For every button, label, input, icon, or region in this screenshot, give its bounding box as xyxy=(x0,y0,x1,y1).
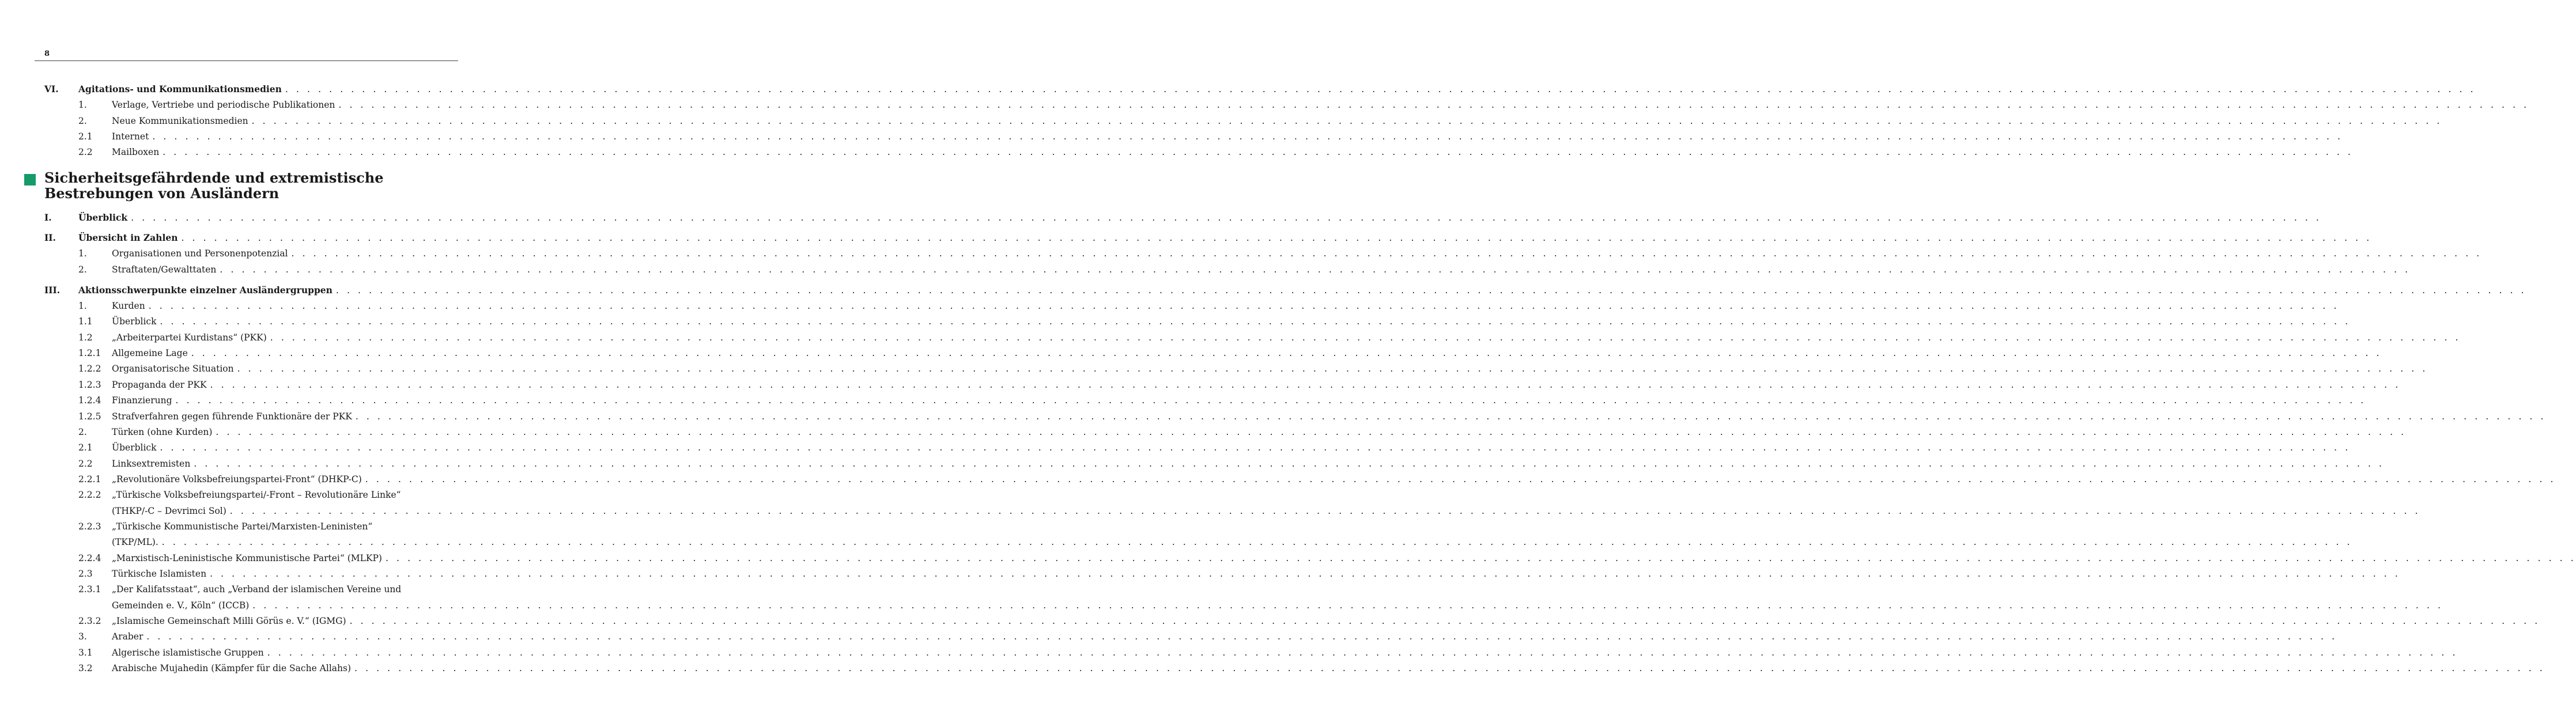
toc-entry[interactable] xyxy=(78,114,2442,128)
dot-leader: . . . . . . . . . . . . . . . . . . . . . . . . . . . . . . . . . . . . . . . . . . . . . . . . . . . . . . . . . . . . . . . . . . . . . . . . . . . . . . . . . . . . . . . . . . . . . . . . . . . . . . . . . . . . . . . . . . . . . . . . . . . . . . . . . . . . . . . . . . . . . . . . . . . . . . . . . . . . . . . . . . . . . . . . . . . . . . . . . . . . . . . . . . . . . . . . . . . . . . . . xyxy=(349,616,2540,627)
toc-entry-title: Propaganda der PKK xyxy=(112,379,207,390)
toc-entry[interactable] xyxy=(78,393,2366,407)
toc-entry[interactable] xyxy=(78,441,2351,455)
dot-leader: . . . . . . . . . . . . . . . . . . . . . . . . . . . . . . . . . . . . . . . . . . . . . . . . . . . . . . . . . . . . . . . . . . . . . . . . . . . . . . . . . . . . . . . . . . . . . . . . . . . . . . . . . . . . . . . . . . . . . . . . . . . . . . . . . . . . . . . . . . . . . . . . . . . . . . . . . . . . . . . . . . . . . . . . . . . . . . . . . . . . . . . . . . . . . . . . . . . . . . . . xyxy=(160,442,2351,453)
dot-leader: . . . . . . . . . . . . . . . . . . . . . . . . . . . . . . . . . . . . . . . . . . . . . . . . . . . . . . . . . . . . . . . . . . . . . . . . . . . . . . . . . . . . . . . . . . . . . . . . . . . . . . . . . . . . . . . . . . . . . . . . . . . . . . . . . . . . . . . . . . . . . . . . . . . . . . . . . . . . . . . . . . . . . . . . . . . . . . . . . . . . . . . . . . . . . . . . . . . . . . . . xyxy=(152,131,2343,142)
dot-leader: . . . . . . . . . . . . . . . . . . . . . . . . . . . . . . . . . . . . . . . . . . . . . . . . . . . . . . . . . . . . . . . . . . . . . . . . . . . . . . . . . . . . . . . . . . . . . . . . . . . . . . . . . . . . . . . . . . . . . . . . . . . . . . . . . . . . . . . . . . . . . . . . . . . . . . . . . . . . . . . . . . . . . . . . . . . . . . . . . . . . . . . . . . . . . . . . . . . . . . . . xyxy=(237,363,2428,374)
toc-entry-title: „Revolutionäre Volksbefreiungspartei-Front“ (DHKP-C) xyxy=(112,474,362,484)
toc-entry-number: 1.2.4 xyxy=(78,395,101,406)
toc-entry-number: VI. xyxy=(44,84,59,94)
toc-entry-title: Kurden xyxy=(112,301,145,312)
toc-entry-title: Überblick xyxy=(112,316,157,327)
toc-entry-number: 1.2.5 xyxy=(78,411,101,422)
toc-entry[interactable] xyxy=(78,646,2458,660)
toc-entry-number: II. xyxy=(44,232,56,244)
dot-leader: . . . . . . . . . . . . . . . . . . . . . . . . . . . . . . . . . . . . . . . . . . . . . . . . . . . . . . . . . . . . . . . . . . . . . . . . . . . . . . . . . . . . . . . . . . . . . . . . . . . . . . . . . . . . . . . . . . . . . . . . . . . . . . . . . . . . . . . . . . . . . . . . . . . . . . . . . . . . . . . . . . . . . . . . . . . . . . . . . . . . . . . . . . . . . . . . . . . . . . . . xyxy=(291,248,2482,259)
toc-entry-title: Übersicht in Zahlen xyxy=(78,232,178,244)
toc-entry-title: Organisationen und Personenpotenzial xyxy=(112,248,288,259)
toc-entry-number: 2.1 xyxy=(78,131,93,142)
toc-entry-title: Überblick xyxy=(112,442,157,453)
dot-leader: . . . . . . . . . . . . . . . . . . . . . . . . . . . . . . . . . . . . . . . . . . . . . . . . . . . . . . . . . . . . . . . . . . . . . . . . . . . . . . . . . . . . . . . . . . . . . . . . . . . . . . . . . . . . . . . . . . . . . . . . . . . . . . . . . . . . . . . . . . . . . . . . . . . . . . . . . . . . . . . . . . . . . . . . . . . . . . . . . . . . . . . . . . . . . . . . . . . . . . . . xyxy=(194,458,2385,469)
toc-entry[interactable] xyxy=(78,410,2547,423)
dot-leader: . . . . . . . . . . . . . . . . . . . . . . . . . . . . . . . . . . . . . . . . . . . . . . . . . . . . . . . . . . . . . . . . . . . . . . . . . . . . . . . . . . . . . . . . . . . . . . . . . . . . . . . . . . . . . . . . . . . . . . . . . . . . . . . . . . . . . . . . . . . . . . . . . . . . . . . . . . . . . . . . . . . . . . . . . . . . . . . . . . . . . . . . . . . . . . . . . . . . . . . . xyxy=(251,115,2442,126)
dot-leader: . . . . . . . . . . . . . . . . . . . . . . . . . . . . . . . . . . . . . . . . . . . . . . . . . . . . . . . . . . . . . . . . . . . . . . . . . . . . . . . . . . . . . . . . . . . . . . . . . . . . . . . . . . . . . . . . . . . . . . . . . . . . . . . . . . . . . . . . . . . . . . . . . . . . . . . . . . . . . . . . . . . . . . . . . . . . . . . . . . . . . . . . . . . . . . . . . . . . . . . . xyxy=(355,411,2547,422)
dot-leader: . . . . . . . . . . . . . . . . . . . . . . . . . . . . . . . . . . . . . . . . . . . . . . . . . . . . . . . . . . . . . . . . . . . . . . . . . . . . . . . . . . . . . . . . . . . . . . . . . . . . . . . . . . . . . . . . . . . . . . . . . . . . . . . . . . . . . . . . . . . . . . . . . . . . . . . . . . . . . . . . . . . . . . . . . . . . . . . . . . . . . . . . . . . . . . . . . . . . . . . . xyxy=(210,569,2401,579)
toc-entry[interactable] xyxy=(78,299,2339,313)
toc-entry-number: 1.2 xyxy=(78,332,93,343)
dot-leader: . . . . . . . . . . . . . . . . . . . . . . . . . . . . . . . . . . . . . . . . . . . . . . . . . . . . . . . . . . . . . . . . . . . . . . . . . . . . . . . . . . . . . . . . . . . . . . . . . . . . . . . . . . . . . . . . . . . . . . . . . . . . . . . . . . . . . . . . . . . . . . . . . . . . . . . . . . . . . . . . . . . . . . . . . . . . . . . . . . . . . . . . . . . . . . . . . . . . . . . . xyxy=(148,301,2339,312)
toc-entry-title: Verlage, Vertriebe und periodische Publikationen xyxy=(112,100,335,111)
toc-entry[interactable] xyxy=(78,362,2428,376)
toc-entry-number: 2.2.2 xyxy=(78,490,101,501)
toc-entry-number: 2.2 xyxy=(78,458,93,469)
toc-entry-title: Internet xyxy=(112,131,149,142)
header-rule xyxy=(35,60,458,61)
dot-leader: . . . . . . . . . . . . . . . . . . . . . . . . . . . . . . . . . . . . . . . . . . . . . . . . . . . . . . . . . . . . . . . . . . . . . . . . . . . . . . . . . . . . . . . . . . . . . . . . . . . . . . . . . . . . . . . . . . . . . . . . . . . . . . . . . . . . . . . . . . . . . . . . . . . . . . . . . . . . . . . . . . . . . . . . . . . . . . . . . . . . . . . . . . . . . . . . . . . . . . . . xyxy=(175,395,2366,406)
section-title-line2: Bestrebungen von Ausländern xyxy=(44,185,279,202)
toc-entry-number: 2.2.4 xyxy=(78,552,101,563)
toc-entry-title: Agitations- und Kommunikationsmedien xyxy=(78,84,282,94)
toc-entry[interactable] xyxy=(78,504,2421,518)
toc-entry-title: Gemeinden e. V., Köln“ (ICCB) xyxy=(112,600,250,611)
dot-leader: . . . . . . . . . . . . . . . . . . . . . . . . . . . . . . . . . . . . . . . . . . . . . . . . . . . . . . . . . . . . . . . . . . . . . . . . . . . . . . . . . . . . . . . . . . . . . . . . . . . . . . . . . . . . . . . . . . . . . . . . . . . . . . . . . . . . . . . . . . . . . . . . . . . . . . . . . . . . . . . . . . . . . . . . . . . . . . . . . . . . . . . . . . . . . . . . . . . . . . . . xyxy=(335,285,2527,296)
toc-entry-title: „Arbeiterpartei Kurdistans“ (PKK) xyxy=(112,332,267,343)
toc-entry-number: 1.2.3 xyxy=(78,379,101,390)
toc-entry[interactable] xyxy=(78,488,455,502)
toc-entry-number: 2.2.3 xyxy=(78,521,101,532)
toc-entry[interactable] xyxy=(78,145,2354,159)
toc-entry-number: III. xyxy=(44,284,61,296)
toc-entry-title: Überblick xyxy=(78,212,128,223)
toc-entry[interactable] xyxy=(78,567,2401,581)
toc-entry-title: Aktionsschwerpunkte einzelner Ausländergruppen xyxy=(78,284,333,296)
toc-entry-title: Algerische islamistische Gruppen xyxy=(112,647,264,658)
toc-entry[interactable] xyxy=(78,582,455,596)
toc-entry-number: 1.2.2 xyxy=(78,363,101,374)
toc-entry[interactable] xyxy=(78,599,2443,612)
dot-leader: . . . . . . . . . . . . . . . . . . . . . . . . . . . . . . . . . . . . . . . . . . . . . . . . . . . . . . . . . . . . . . . . . . . . . . . . . . . . . . . . . . . . . . . . . . . . . . . . . . . . . . . . . . . . . . . . . . . . . . . . . . . . . . . . . . . . . . . . . . . . . . . . . . . . . . . . . . . . . . . . . . . . . . . . . . . . . . . . . . . . . . . . . . . . . . . . . . . . . . . . xyxy=(385,552,2576,563)
dot-leader: . . . . . . . . . . . . . . . . . . . . . . . . . . . . . . . . . . . . . . . . . . . . . . . . . . . . . . . . . . . . . . . . . . . . . . . . . . . . . . . . . . . . . . . . . . . . . . . . . . . . . . . . . . . . . . . . . . . . . . . . . . . . . . . . . . . . . . . . . . . . . . . . . . . . . . . . . . . . . . . . . . . . . . . . . . . . . . . . . . . . . . . . . . . . . . . . . . . . . . . . xyxy=(220,264,2411,275)
toc-entry-number: 2. xyxy=(78,426,87,437)
toc-entry-number: I. xyxy=(44,212,52,223)
toc-entry-number: 3.1 xyxy=(78,647,93,658)
dot-leader: . . . . . . . . . . . . . . . . . . . . . . . . . . . . . . . . . . . . . . . . . . . . . . . . . . . . . . . . . . . . . . . . . . . . . . . . . . . . . . . . . . . . . . . . . . . . . . . . . . . . . . . . . . . . . . . . . . . . . . . . . . . . . . . . . . . . . . . . . . . . . . . . . . . . . . . . . . . . . . . . . . . . . . . . . . . . . . . . . . . . . . . . . . . . . . . . . . . . . . . . xyxy=(229,505,2421,516)
dot-leader: . . . . . . . . . . . . . . . . . . . . . . . . . . . . . . . . . . . . . . . . . . . . . . . . . . . . . . . . . . . . . . . . . . . . . . . . . . . . . . . . . . . . . . . . . . . . . . . . . . . . . . . . . . . . . . . . . . . . . . . . . . . . . . . . . . . . . . . . . . . . . . . . . . . . . . . . . . . . . . . . . . . . . . . . . . . . . . . . . . . . . . . . . . . . . . . . . . . . . . . . xyxy=(267,647,2458,658)
toc-entry-number: 1. xyxy=(78,301,87,312)
toc-entry-number: 2.3 xyxy=(78,569,93,579)
dot-leader: . . . . . . . . . . . . . . . . . . . . . . . . . . . . . . . . . . . . . . . . . . . . . . . . . . . . . . . . . . . . . . . . . . . . . . . . . . . . . . . . . . . . . . . . . . . . . . . . . . . . . . . . . . . . . . . . . . . . . . . . . . . . . . . . . . . . . . . . . . . . . . . . . . . . . . . . . . . . . . . . . . . . . . . . . . . . . . . . . . . . . . . . . . . . . . . . . . . . . . . . xyxy=(131,213,2322,223)
dot-leader: . . . . . . . . . . . . . . . . . . . . . . . . . . . . . . . . . . . . . . . . . . . . . . . . . . . . . . . . . . . . . . . . . . . . . . . . . . . . . . . . . . . . . . . . . . . . . . . . . . . . . . . . . . . . . . . . . . . . . . . . . . . . . . . . . . . . . . . . . . . . . . . . . . . . . . . . . . . . . . . . . . . . . . . . . . . . . . . . . . . . . . . . . . . . . . . . . . . . . . . . xyxy=(270,332,2461,343)
toc-entry-number: 1. xyxy=(78,100,87,111)
toc-entry[interactable] xyxy=(78,263,2411,277)
dot-leader: . . . . . . . . . . . . . . . . . . . . . . . . . . . . . . . . . . . . . . . . . . . . . . . . . . . . . . . . . . . . . . . . . . . . . . . . . . . . . . . . . . . . . . . . . . . . . . . . . . . . . . . . . . . . . . . . . . . . . . . . . . . . . . . . . . . . . . . . . . . . . . . . . . . . . . . . . . . . . . . . . . . . . . . . . . . . . . . . . . . . . . . . . . . . . . . . . . . . . . . . xyxy=(163,147,2354,158)
toc-entry-title: Arabische Mujahedin (Kämpfer für die Sache Allahs) xyxy=(112,663,352,674)
toc-entry[interactable] xyxy=(44,231,2372,245)
dot-leader: . . . . . . . . . . . . . . . . . . . . . . . . . . . . . . . . . . . . . . . . . . . . . . . . . . . . . . . . . . . . . . . . . . . . . . . . . . . . . . . . . . . . . . . . . . . . . . . . . . . . . . . . . . . . . . . . . . . . . . . . . . . . . . . . . . . . . . . . . . . . . . . . . . . . . . . . . . . . . . . . . . . . . . . . . . . . . . . . . . . . . . . . . . . . . . . . . . . . . . . . xyxy=(252,600,2443,611)
dot-leader: . . . . . . . . . . . . . . . . . . . . . . . . . . . . . . . . . . . . . . . . . . . . . . . . . . . . . . . . . . . . . . . . . . . . . . . . . . . . . . . . . . . . . . . . . . . . . . . . . . . . . . . . . . . . . . . . . . . . . . . . . . . . . . . . . . . . . . . . . . . . . . . . . . . . . . . . . . . . . . . . . . . . . . . . . . . . . . . . . . . . . . . . . . . . . . . . . . . . . . . . xyxy=(191,348,2382,359)
toc-entry-title: „Türkische Volksbefreiungspartei/-Front – Revolutionäre Linke“ xyxy=(112,490,401,501)
dot-leader: . . . . . . . . . . . . . . . . . . . . . . . . . . . . . . . . . . . . . . . . . . . . . . . . . . . . . . . . . . . . . . . . . . . . . . . . . . . . . . . . . . . . . . . . . . . . . . . . . . . . . . . . . . . . . . . . . . . . . . . . . . . . . . . . . . . . . . . . . . . . . . . . . . . . . . . . . . . . . . . . . . . . . . . . . . . . . . . . . . . . . . . . . . . . . . . . . . . . . . . . xyxy=(365,474,2556,484)
toc-entry-number: 2.2.1 xyxy=(78,474,101,484)
toc-entry-title: „Türkische Kommunistische Partei/Marxisten-Leninisten“ xyxy=(112,521,373,532)
toc-entry-title: Neue Kommunikationsmedien xyxy=(112,115,248,126)
toc-entry-title: „Islamische Gemeinschaft Milli Görüs e. V.“ (IGMG) xyxy=(112,616,346,627)
section-title xyxy=(44,170,383,201)
section-title-line1: Sicherheitsgefährdende und extremistische xyxy=(44,169,384,186)
toc-entry-number: 2.1 xyxy=(78,442,93,453)
toc-entry-number: 2.2 xyxy=(78,147,93,158)
toc-entry-number: 1.2.1 xyxy=(78,348,101,359)
toc-entry[interactable] xyxy=(78,535,2353,549)
toc-entry[interactable] xyxy=(78,472,2556,486)
dot-leader: . . . . . . . . . . . . . . . . . . . . . . . . . . . . . . . . . . . . . . . . . . . . . . . . . . . . . . . . . . . . . . . . . . . . . . . . . . . . . . . . . . . . . . . . . . . . . . . . . . . . . . . . . . . . . . . . . . . . . . . . . . . . . . . . . . . . . . . . . . . . . . . . . . . . . . . . . . . . . . . . . . . . . . . . . . . . . . . . . . . . . . . . . . . . . . . . . . . . . . . . xyxy=(161,537,2353,548)
dot-leader: . . . . . . . . . . . . . . . . . . . . . . . . . . . . . . . . . . . . . . . . . . . . . . . . . . . . . . . . . . . . . . . . . . . . . . . . . . . . . . . . . . . . . . . . . . . . . . . . . . . . . . . . . . . . . . . . . . . . . . . . . . . . . . . . . . . . . . . . . . . . . . . . . . . . . . . . . . . . . . . . . . . . . . . . . . . . . . . . . . . . . . . . . . . . . . . . . . . . . . . . xyxy=(354,663,2545,674)
toc-entry[interactable] xyxy=(78,315,2351,328)
dot-leader: . . . . . . . . . . . . . . . . . . . . . . . . . . . . . . . . . . . . . . . . . . . . . . . . . . . . . . . . . . . . . . . . . . . . . . . . . . . . . . . . . . . . . . . . . . . . . . . . . . . . . . . . . . . . . . . . . . . . . . . . . . . . . . . . . . . . . . . . . . . . . . . . . . . . . . . . . . . . . . . . . . . . . . . . . . . . . . . . . . . . . . . . . . . . . . . . . . . . . . . . xyxy=(146,631,2337,642)
toc-entry-title: „Der Kalifatsstaat“, auch „Verband der islamischen Vereine und xyxy=(112,584,402,595)
toc-entry-number: 2.3.2 xyxy=(78,616,101,627)
toc-entry-title: Finanzierung xyxy=(112,395,172,406)
toc-entry[interactable] xyxy=(44,82,2476,96)
toc-entry-number: 2.3.1 xyxy=(78,584,101,595)
toc-entry-title: (TKP/ML). xyxy=(112,537,158,548)
toc-entry[interactable] xyxy=(78,98,2529,112)
dot-leader: . . . . . . . . . . . . . . . . . . . . . . . . . . . . . . . . . . . . . . . . . . . . . . . . . . . . . . . . . . . . . . . . . . . . . . . . . . . . . . . . . . . . . . . . . . . . . . . . . . . . . . . . . . . . . . . . . . . . . . . . . . . . . . . . . . . . . . . . . . . . . . . . . . . . . . . . . . . . . . . . . . . . . . . . . . . . . . . . . . . . . . . . . . . . . . . . . . . . . . . . xyxy=(160,316,2351,327)
dot-leader: . . . . . . . . . . . . . . . . . . . . . . . . . . . . . . . . . . . . . . . . . . . . . . . . . . . . . . . . . . . . . . . . . . . . . . . . . . . . . . . . . . . . . . . . . . . . . . . . . . . . . . . . . . . . . . . . . . . . . . . . . . . . . . . . . . . . . . . . . . . . . . . . . . . . . . . . . . . . . . . . . . . . . . . . . . . . . . . . . . . . . . . . . . . . . . . . . . . . . . . . xyxy=(285,84,2476,94)
toc-entry[interactable] xyxy=(78,520,455,533)
toc-entry[interactable] xyxy=(78,630,2337,643)
toc-entry[interactable] xyxy=(78,425,2407,439)
toc-entry-number: 2. xyxy=(78,264,87,275)
toc-entry-title: Strafverfahren gegen führende Funktionäre der PKK xyxy=(112,411,352,422)
toc-entry[interactable] xyxy=(78,247,2482,260)
toc-entry-title: Mailboxen xyxy=(112,147,160,158)
toc-entry[interactable] xyxy=(44,211,2322,225)
dot-leader: . . . . . . . . . . . . . . . . . . . . . . . . . . . . . . . . . . . . . . . . . . . . . . . . . . . . . . . . . . . . . . . . . . . . . . . . . . . . . . . . . . . . . . . . . . . . . . . . . . . . . . . . . . . . . . . . . . . . . . . . . . . . . . . . . . . . . . . . . . . . . . . . . . . . . . . . . . . . . . . . . . . . . . . . . . . . . . . . . . . . . . . . . . . . . . . . . . . . . . . . xyxy=(181,233,2372,244)
toc-entry-number: 1. xyxy=(78,248,87,259)
toc-entry-title: Straftaten/Gewalttaten xyxy=(112,264,217,275)
toc-entry-number: 3.2 xyxy=(78,663,93,674)
toc-entry-title: Türkische Islamisten xyxy=(112,569,207,579)
toc-entry[interactable] xyxy=(78,551,2576,565)
dot-leader: . . . . . . . . . . . . . . . . . . . . . . . . . . . . . . . . . . . . . . . . . . . . . . . . . . . . . . . . . . . . . . . . . . . . . . . . . . . . . . . . . . . . . . . . . . . . . . . . . . . . . . . . . . . . . . . . . . . . . . . . . . . . . . . . . . . . . . . . . . . . . . . . . . . . . . . . . . . . . . . . . . . . . . . . . . . . . . . . . . . . . . . . . . . . . . . . . . . . . . . . xyxy=(216,426,2407,437)
section-marker-square xyxy=(24,174,36,185)
toc-entry[interactable] xyxy=(78,346,2382,360)
toc-entry-title: „Marxistisch-Leninistische Kommunistische Partei“ (MLKP) xyxy=(112,552,382,563)
toc-entry[interactable] xyxy=(78,378,2401,392)
toc-entry-title: Araber xyxy=(112,631,143,642)
toc-entry[interactable] xyxy=(44,283,2527,297)
toc-entry-title: (THKP/-C – Devrimci Sol) xyxy=(112,505,226,516)
page-number: 8 xyxy=(44,50,50,58)
toc-entry[interactable] xyxy=(78,130,2343,143)
toc-entry-title: Organisatorische Situation xyxy=(112,363,234,374)
toc-entry[interactable] xyxy=(78,661,2545,675)
toc-entry-title: Türken (ohne Kurden) xyxy=(112,426,213,437)
dot-leader: . . . . . . . . . . . . . . . . . . . . . . . . . . . . . . . . . . . . . . . . . . . . . . . . . . . . . . . . . . . . . . . . . . . . . . . . . . . . . . . . . . . . . . . . . . . . . . . . . . . . . . . . . . . . . . . . . . . . . . . . . . . . . . . . . . . . . . . . . . . . . . . . . . . . . . . . . . . . . . . . . . . . . . . . . . . . . . . . . . . . . . . . . . . . . . . . . . . . . . . . xyxy=(210,379,2401,390)
dot-leader: . . . . . . . . . . . . . . . . . . . . . . . . . . . . . . . . . . . . . . . . . . . . . . . . . . . . . . . . . . . . . . . . . . . . . . . . . . . . . . . . . . . . . . . . . . . . . . . . . . . . . . . . . . . . . . . . . . . . . . . . . . . . . . . . . . . . . . . . . . . . . . . . . . . . . . . . . . . . . . . . . . . . . . . . . . . . . . . . . . . . . . . . . . . . . . . . . . . . . . . . xyxy=(338,100,2529,111)
toc-entry[interactable] xyxy=(78,457,2385,471)
toc-entry[interactable] xyxy=(78,614,2540,628)
toc-entry-number: 2. xyxy=(78,115,87,126)
toc-entry[interactable] xyxy=(78,331,2461,344)
toc-entry-number: 1.1 xyxy=(78,316,93,327)
toc-entry-title: Linksextremisten xyxy=(112,458,191,469)
toc-entry-number: 3. xyxy=(78,631,87,642)
toc-entry-title: Allgemeine Lage xyxy=(112,348,188,359)
